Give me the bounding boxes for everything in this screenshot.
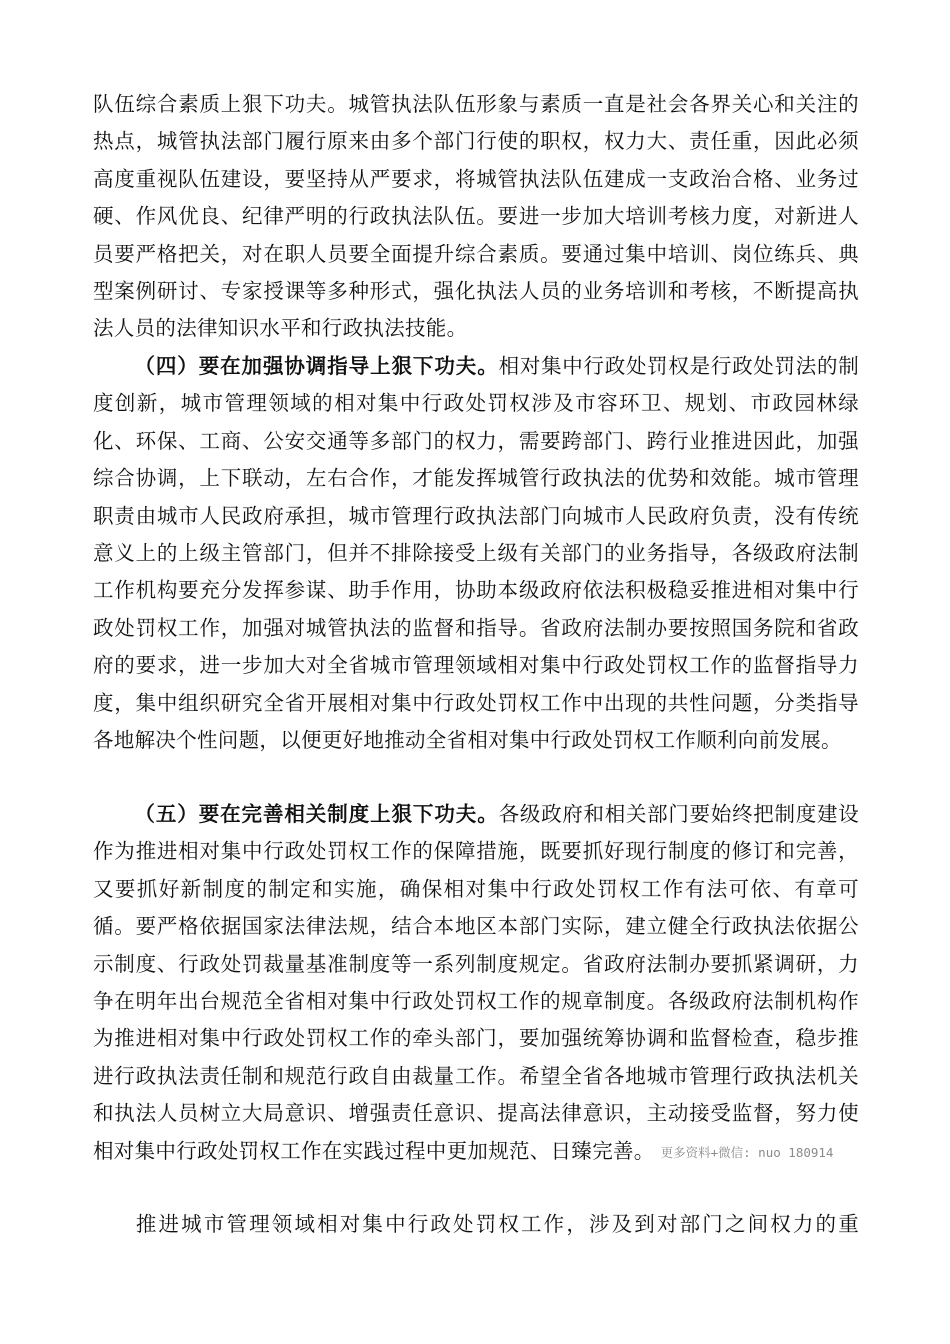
watermark-contact-note: 更多资料+微信: nuo 180914 [660, 1144, 834, 1160]
paragraph-improve-systems [93, 796, 859, 1171]
paragraph-text: 相对集中行政处罚权是行政处罚法的制度创新，城市管理领域的相对集中行政处罚权涉及市容环卫、规划、市政园林绿化、环保、工商、公安交通等多部门的权力，需要跨部门、跨行业推进因此，加强综合协调，上下联动，左右合作，才能发挥城管行政执法的优势和效能。城市管理职责由城市人民政府承担，城市管理行政执法部门向城市人民政府负责，没有传统意义上的上级主管部门，但并不排除接受上级有关部门的业务指导，各级政府法制工作机构要充分发挥参谋、助手作用，协助本级政府依法积极稳妥推进相对集中行政处罚权工作，加强对城管执法的监督和指导。省政府法制办要按照国务院和省政府的要求，进一步加大对全省城市管理领域相对集中行政处罚权工作的监督指导力度，集中组织研究全省开展相对集中行政处罚权工作中出现的共性问题，分类指导各地解决个性问题，以便更好地推动全省相对集中行政处罚权工作顺利向前发展。 [93, 354, 859, 753]
paragraph-text: 队伍综合素质上狠下功夫。城管执法队伍形象与素质一直是社会各界关心和关注的热点，城管执法部门履行原来由多个部门行使的职权，权力大、责任重，因此必须高度重视队伍建设，要坚持从严要求，将城管执法队伍建成一支政治合格、业务过硬、作风优良、纪律严明的行政执法队伍。要进一步加大培训考核力度，对新进人员要严格把关，对在职人员要全面提升综合素质。要通过集中培训、岗位练兵、典型案例研讨、专家授课等多种形式，强化执法人员的业务培训和考核，不断提高执法人员的法律知识水平和行政执法技能。 [93, 92, 859, 341]
paragraph-text: 推进城市管理领域相对集中行政处罚权工作，涉及到对部门之间权力的重 [134, 1212, 859, 1236]
paragraph-team-quality [93, 86, 859, 348]
section-heading-five: （五）要在完善相关制度上狠下功夫。 [134, 802, 499, 826]
section-heading-four: （四）要在加强协调指导上狠下功夫。 [134, 354, 499, 378]
paragraph-promote-work [93, 1206, 859, 1243]
paragraph-coordination-guidance [93, 348, 859, 759]
paragraph-text: 各级政府和相关部门要始终把制度建设作为推进相对集中行政处罚权工作的保障措施，既要抓好现行制度的修订和完善，又要抓好新制度的制定和实施，确保相对集中行政处罚权工作有法可依、有章可循。要严格依据国家法律法规，结合本地区本部门实际，建立健全行政执法依据公示制度、行政处罚裁量基准制度等一系列制度规定。省政府法制办要抓紧调研，力争在明年出台规范全省相对集中行政处罚权工作的规章制度。各级政府法制机构作为推进相对集中行政处罚权工作的牵头部门，要加强统筹协调和监督检查，稳步推进行政执法责任制和规范行政自由裁量工作。希望全省各地城市管理行政执法机关和执法人员树立大局意识、增强责任意识、提高法律意识，主动接受监督，努力使相对集中行政处罚权工作在实践过程中更加规范、日臻完善。 [93, 802, 859, 1163]
